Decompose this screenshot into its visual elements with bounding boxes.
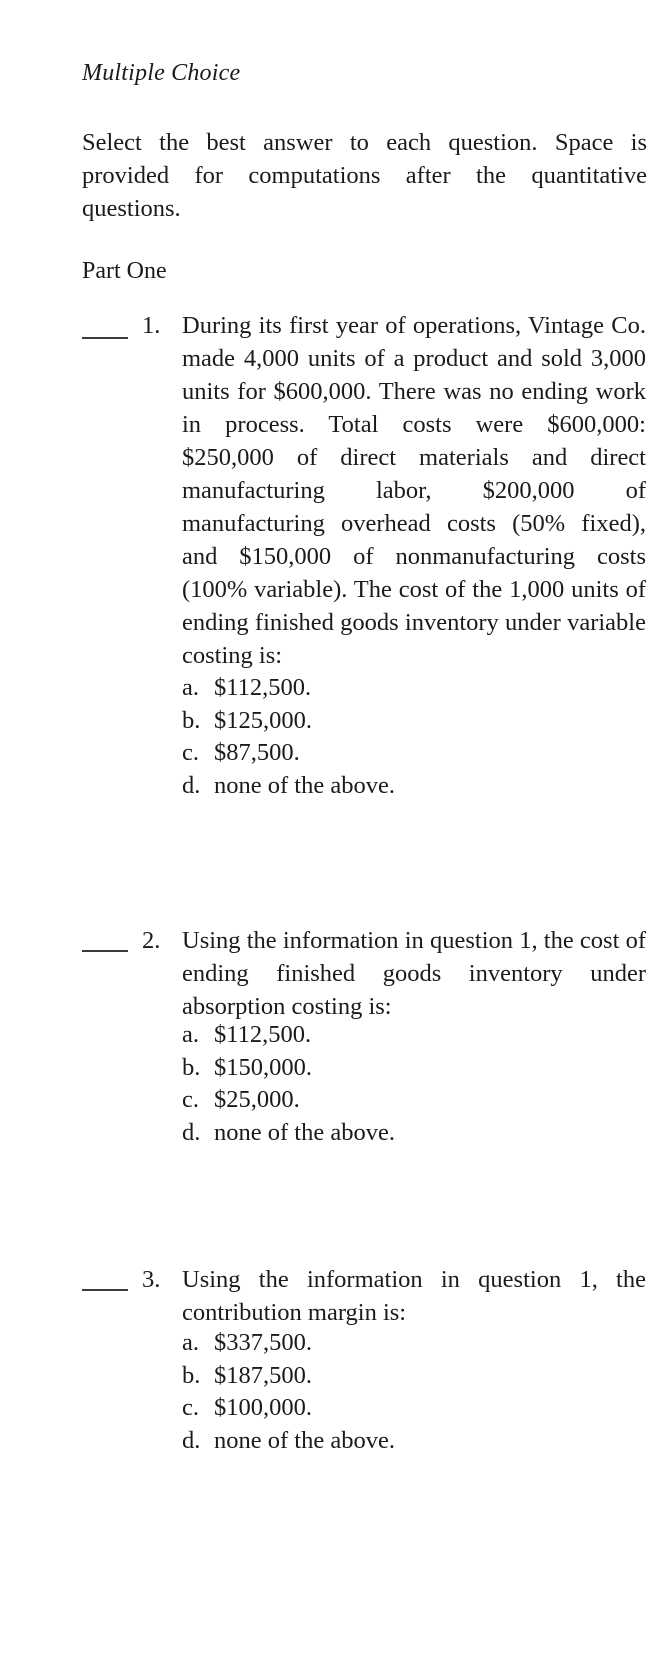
option-d [182,1117,646,1150]
answer-options [182,672,646,802]
option-b [182,705,646,738]
option-letter: c. [182,739,199,766]
instructions-text: Select the best answer to each question. Space is provided for computations after the quantitative questions. [82,129,647,222]
option-a [182,672,646,705]
option-letter: a. [182,674,199,701]
option-letter: c. [182,1394,199,1421]
option-letter: a. [182,1021,199,1048]
answer-options [182,1019,646,1149]
option-text: $112,500. [214,674,312,701]
option-text: $25,000. [214,1086,300,1113]
option-b [182,1052,646,1085]
option-a [182,1019,646,1052]
option-d [182,770,646,803]
option-d [182,1425,646,1458]
question-number: 3. [142,1266,161,1293]
option-text: $87,500. [214,739,300,766]
option-c [182,737,646,770]
option-text: $337,500. [214,1329,312,1356]
option-text: $125,000. [214,706,312,734]
option-c [182,1392,646,1425]
option-text: none of the above. [214,1426,395,1454]
answer-blank-2[interactable] [82,950,128,952]
option-text: none of the above. [214,1118,395,1146]
question-text: Using the information in question 1, the cost of ending finished goods inventory under absorption costing is: [182,927,646,1020]
option-letter: d. [182,771,201,799]
option-text: $150,000. [214,1053,312,1081]
option-letter: b. [182,1361,201,1389]
answer-options [182,1327,646,1457]
option-letter: b. [182,1053,201,1081]
option-text: none of the above. [214,771,395,799]
option-letter: b. [182,706,201,734]
part-title: Part One [82,258,167,284]
question-number: 1. [142,312,161,339]
option-letter: a. [182,1329,199,1356]
option-text: $100,000. [214,1394,312,1421]
question-text: During its first year of operations, Vintage Co. made 4,000 units of a product and sold 3,000 units for $600,000. There was no ending work in process. Total costs were $600,000: $250,000 of direct materials and direct manufacturing labor, $200,000 of manufacturing overhead costs (50% fixed), and $150,000 of nonmanufacturing costs (100% variable). The cost of the 1,000 units of ending finished goods inventory under variable costing is: [182,312,646,669]
option-b [182,1360,646,1393]
option-letter: d. [182,1426,201,1454]
answer-blank-3[interactable] [82,1289,128,1291]
question-number: 2. [142,927,161,954]
option-text: $187,500. [214,1361,312,1389]
answer-blank-1[interactable] [82,337,128,339]
option-letter: d. [182,1118,201,1146]
option-letter: c. [182,1086,199,1113]
option-c [182,1084,646,1117]
option-a [182,1327,646,1360]
section-heading: Multiple Choice [82,60,241,86]
question-text: Using the information in question 1, the contribution margin is: [182,1266,646,1326]
option-text: $112,500. [214,1021,312,1048]
